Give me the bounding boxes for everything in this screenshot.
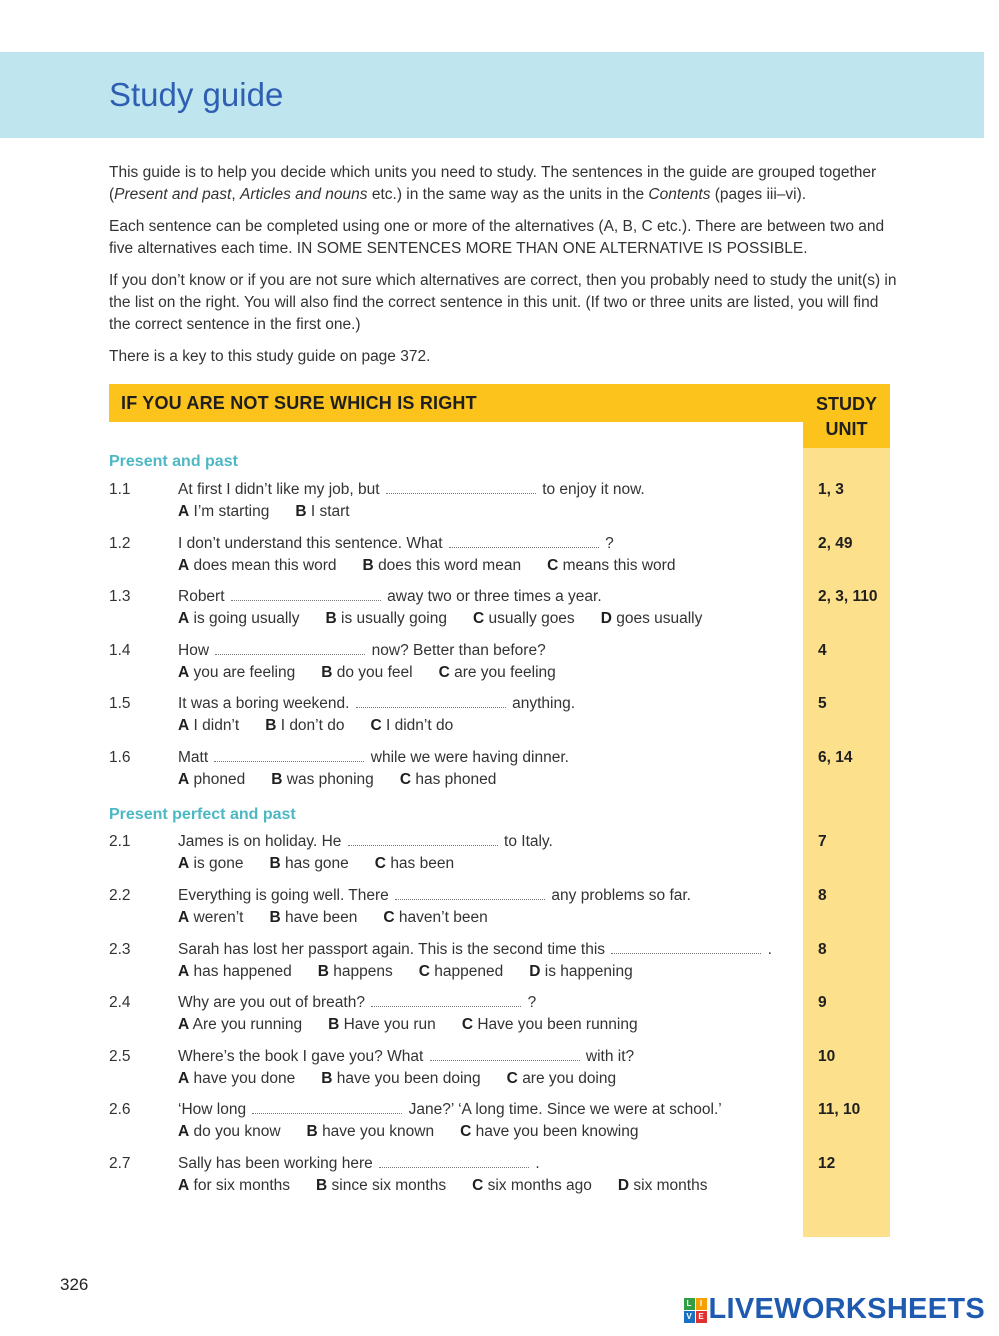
exercise-item	[109, 887, 890, 935]
option-a[interactable]: A I’m starting	[178, 503, 270, 520]
exercise-item	[109, 833, 890, 881]
option-c[interactable]: C six months ago	[472, 1177, 592, 1194]
section-title: Present and past	[109, 453, 238, 470]
option-d[interactable]: D goes usually	[600, 610, 703, 627]
intro-paragraph-1: This guide is to help you decide which units you need to study. The sentences in the guide are grouped together (Present and past, Articles and nouns etc.) in the same way as the units in the Contents (pages iii–vi).	[109, 164, 877, 203]
exercise-item	[109, 749, 890, 797]
item-sentence: It was a boring weekend. anything.	[178, 695, 575, 712]
item-sentence: Robert away two or three times a year.	[178, 588, 602, 605]
option-a[interactable]: A is going usually	[178, 610, 300, 627]
item-options	[178, 610, 728, 628]
liveworksheets-brand	[684, 1293, 986, 1326]
answer-blank[interactable]	[430, 1049, 580, 1061]
option-b[interactable]: B is usually going	[325, 610, 447, 627]
option-b[interactable]: B since six months	[316, 1177, 447, 1194]
option-a[interactable]: A has happened	[178, 963, 292, 980]
option-b[interactable]: B I don’t do	[265, 717, 345, 734]
answer-blank[interactable]	[231, 589, 381, 601]
option-c[interactable]: C has phoned	[399, 771, 497, 788]
intro-paragraph-2: Each sentence can be completed using one or more of the alternatives (A, B, C etc.). There are between two and five alternatives each time. IN SOME SENTENCES MORE THAN ONE ALTERNATIVE IS POSSIBLE.	[109, 218, 885, 257]
study-unit-value: 2, 49	[818, 535, 853, 552]
item-options	[178, 1070, 642, 1088]
study-unit-value: 2, 3, 110	[818, 588, 878, 605]
exercise-item	[109, 642, 890, 690]
liveworksheets-logo-icon	[684, 1298, 706, 1322]
option-d[interactable]: D is happening	[529, 963, 633, 980]
item-number: 2.6	[109, 1101, 131, 1118]
answer-blank[interactable]	[379, 1156, 529, 1168]
option-a[interactable]: A is gone	[178, 855, 244, 872]
item-options	[178, 664, 582, 682]
item-sentence: James is on holiday. He to Italy.	[178, 833, 553, 850]
option-c[interactable]: C haven’t been	[383, 909, 488, 926]
item-sentence: ‘How long Jane?’ ‘A long time. Since we were at school.’	[178, 1101, 722, 1118]
item-options	[178, 909, 514, 927]
study-unit-heading: STUDY UNIT	[803, 384, 890, 448]
brand-text: LIVEWORKSHEETS	[708, 1293, 985, 1325]
option-b[interactable]: B happens	[317, 963, 393, 980]
item-number: 2.2	[109, 887, 131, 904]
item-sentence: How now? Better than before?	[178, 642, 546, 659]
item-sentence: I don’t understand this sentence. What ?	[178, 535, 614, 552]
study-unit-value: 8	[818, 887, 827, 904]
exercise-item	[109, 1048, 890, 1096]
exercise-item	[109, 695, 890, 743]
item-sentence: Where’s the book I gave you? What with it?	[178, 1048, 635, 1065]
table-heading: IF YOU ARE NOT SURE WHICH IS RIGHT	[109, 384, 803, 422]
answer-blank[interactable]	[611, 942, 761, 954]
option-b[interactable]: B was phoning	[271, 771, 374, 788]
option-b[interactable]: B do you feel	[321, 664, 413, 681]
study-unit-value: 6, 14	[818, 749, 853, 766]
option-c[interactable]: C usually goes	[473, 610, 575, 627]
item-number: 2.3	[109, 941, 131, 958]
option-c[interactable]: C happened	[418, 963, 504, 980]
item-number: 1.1	[109, 481, 131, 498]
option-b[interactable]: B have you been doing	[321, 1070, 481, 1087]
answer-blank[interactable]	[214, 750, 364, 762]
item-sentence: Everything is going well. There any problems so far.	[178, 887, 691, 904]
item-number: 1.3	[109, 588, 131, 605]
option-c[interactable]: C I didn’t do	[370, 717, 454, 734]
study-unit-value: 1, 3	[818, 481, 844, 498]
item-options	[178, 557, 701, 575]
study-unit-value: 4	[818, 642, 827, 659]
option-b[interactable]: B Have you run	[328, 1016, 436, 1033]
exercise-item	[109, 535, 890, 583]
item-sentence: Sally has been working here .	[178, 1155, 540, 1172]
exercise-item	[109, 588, 890, 636]
option-c[interactable]: C are you doing	[506, 1070, 617, 1087]
header-banner	[0, 52, 984, 138]
option-a[interactable]: A does mean this word	[178, 557, 337, 574]
option-a[interactable]: A weren’t	[178, 909, 244, 926]
exercise-item	[109, 481, 890, 529]
option-c[interactable]: C are you feeling	[438, 664, 556, 681]
study-unit-value: 7	[818, 833, 827, 850]
page-number: 326	[60, 1275, 89, 1294]
study-unit-value: 5	[818, 695, 827, 712]
item-number: 1.5	[109, 695, 131, 712]
option-c[interactable]: C means this word	[547, 557, 676, 574]
exercise-item	[109, 1101, 890, 1149]
option-a[interactable]: A I didn’t	[178, 717, 240, 734]
item-number: 2.7	[109, 1155, 131, 1172]
answer-blank[interactable]	[252, 1102, 402, 1114]
item-number: 2.5	[109, 1048, 131, 1065]
exercise-item	[109, 941, 890, 989]
item-sentence: Matt while we were having dinner.	[178, 749, 569, 766]
answer-blank[interactable]	[371, 995, 521, 1007]
logo-tile: E	[696, 1311, 707, 1323]
study-unit-value: 10	[818, 1048, 836, 1065]
answer-blank[interactable]	[215, 643, 365, 655]
study-unit-value: 9	[818, 994, 827, 1011]
item-sentence: At first I didn’t like my job, but to enjoy it now.	[178, 481, 645, 498]
answer-blank[interactable]	[395, 888, 545, 900]
option-c[interactable]: C Have you been running	[461, 1016, 638, 1033]
item-number: 2.4	[109, 994, 131, 1011]
intro-text	[109, 162, 899, 378]
option-c[interactable]: C has been	[374, 855, 455, 872]
section-title: Present perfect and past	[109, 806, 296, 823]
answer-blank[interactable]	[449, 536, 599, 548]
option-b[interactable]: B have been	[269, 909, 358, 926]
exercise-item	[109, 994, 890, 1042]
option-b[interactable]: B has gone	[269, 855, 349, 872]
item-sentence: Why are you out of breath? ?	[178, 994, 537, 1011]
item-number: 1.6	[109, 749, 131, 766]
option-d[interactable]: D six months	[617, 1177, 708, 1194]
option-b[interactable]: B have you known	[306, 1123, 435, 1140]
exercise-item	[109, 1155, 890, 1203]
intro-paragraph-4: There is a key to this study guide on page 372.	[109, 348, 431, 365]
option-a[interactable]: A for six months	[178, 1177, 290, 1194]
answer-blank[interactable]	[348, 834, 498, 846]
option-a[interactable]: A Are you running	[178, 1016, 303, 1033]
option-b[interactable]: B I start	[295, 503, 350, 520]
item-options	[178, 503, 376, 521]
item-options	[178, 771, 522, 789]
option-a[interactable]: A phoned	[178, 771, 246, 788]
item-options	[178, 855, 480, 873]
logo-tile: L	[684, 1298, 695, 1310]
item-number: 1.4	[109, 642, 131, 659]
study-unit-value: 12	[818, 1155, 836, 1172]
study-unit-value: 11, 10	[818, 1101, 861, 1118]
item-sentence: Sarah has lost her passport again. This is the second time this .	[178, 941, 772, 958]
option-a[interactable]: A have you done	[178, 1070, 296, 1087]
item-options	[178, 963, 659, 981]
intro-paragraph-3: If you don’t know or if you are not sure which alternatives are correct, then you probably need to study the unit(s) in the list on the right. You will also find the correct sentence in this unit. (If two or three units are listed, you will find the correct sentence in the first one.)	[109, 272, 897, 333]
answer-blank[interactable]	[386, 482, 536, 494]
logo-tile: I	[696, 1298, 707, 1310]
option-a[interactable]: A you are feeling	[178, 664, 296, 681]
option-b[interactable]: B does this word mean	[362, 557, 522, 574]
item-options	[178, 1123, 664, 1141]
study-unit-value: 8	[818, 941, 827, 958]
item-options	[178, 1177, 733, 1195]
logo-tile: V	[684, 1311, 695, 1323]
item-options	[178, 717, 479, 735]
answer-blank[interactable]	[356, 696, 506, 708]
item-options	[178, 1016, 664, 1034]
option-a[interactable]: A do you know	[178, 1123, 281, 1140]
item-number: 2.1	[109, 833, 131, 850]
item-number: 1.2	[109, 535, 131, 552]
option-c[interactable]: C have you been knowing	[460, 1123, 639, 1140]
page-title: Study guide	[109, 76, 284, 113]
